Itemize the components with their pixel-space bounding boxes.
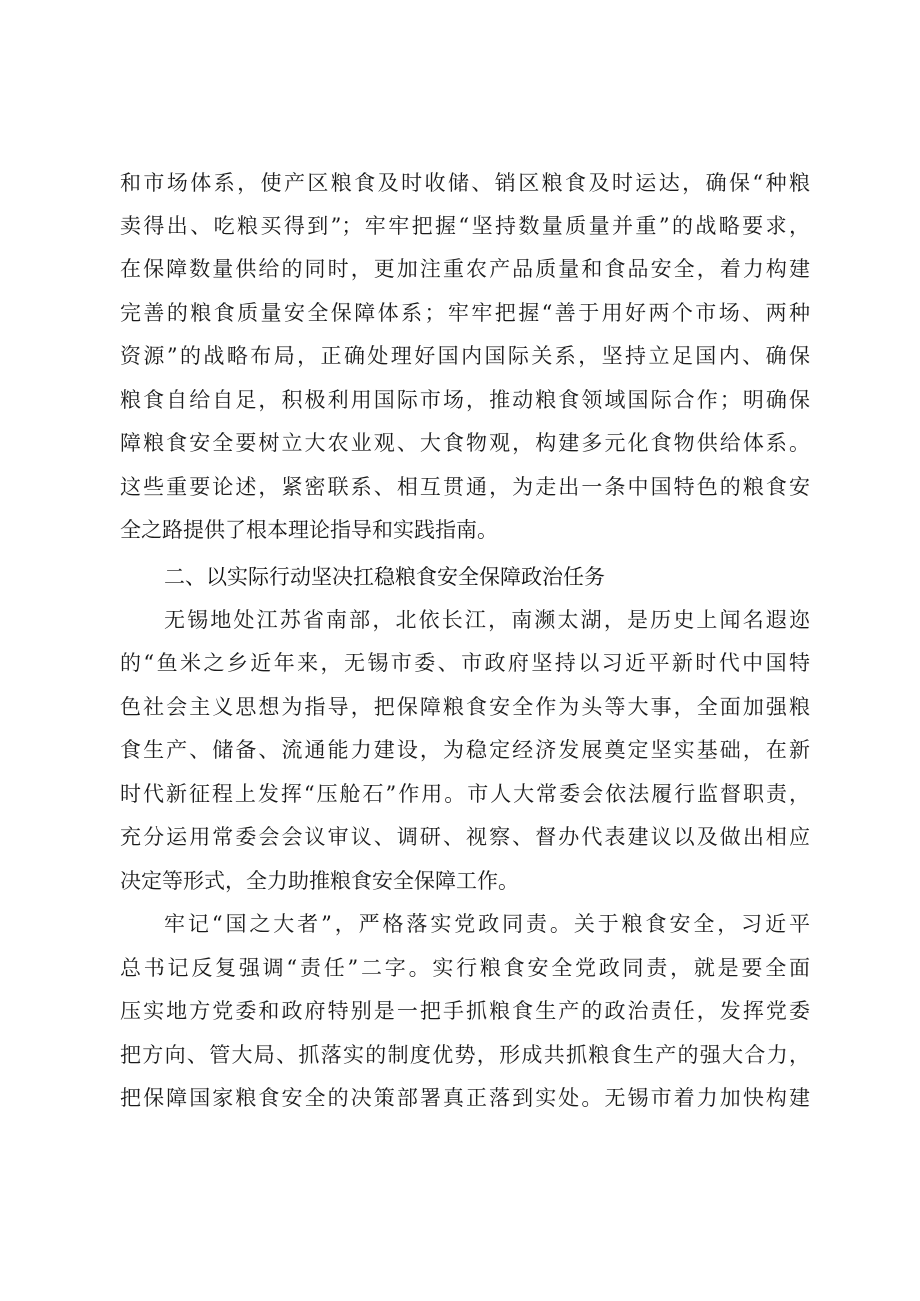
paragraph-1-line-5: 资源”的战略布局，正确处理好国内国际关系，坚持立足国内、确保 xyxy=(120,344,810,368)
paragraph-2-line-7: 决定等形式，全力助推粮食安全保障工作。 xyxy=(120,869,519,893)
paragraph-3-line-1: 牢记“国之大者”，严格落实党政同责。关于粮食安全，习近平 xyxy=(164,912,810,936)
paragraph-3-line-5: 把保障国家粮食安全的决策部署真正落到实处。无锡市着力加快构建 xyxy=(120,1086,810,1110)
paragraph-1-line-3: 在保障数量供给的同时，更加注重农产品质量和食品安全，着力构建 xyxy=(120,257,810,281)
paragraph-1-line-8: 这些重要论述，紧密联系、相互贯通，为走出一条中国特色的粮食安 xyxy=(120,475,810,499)
paragraph-3-line-4: 把方向、管大局、抓落实的制度优势，形成共抓粮食生产的强大合力， xyxy=(120,1043,810,1067)
paragraph-3-line-2: 总书记反复强调“责任”二字。实行粮食安全党政同责，就是要全面 xyxy=(120,956,810,980)
paragraph-1-line-6: 粮食自给自足，积极利用国际市场，推动粮食领域国际合作；明确保 xyxy=(120,388,810,412)
paragraph-2-line-1: 无锡地处江苏省南部，北依长江，南濒太湖，是历史上闻名遐迩 xyxy=(164,608,810,632)
paragraph-1-line-4: 完善的粮食质量安全保障体系；牢牢把握“善于用好两个市场、两种 xyxy=(120,301,810,325)
paragraph-2-line-3: 色社会主义思想为指导，把保障粮食安全作为头等大事，全面加强粮 xyxy=(120,695,810,719)
paragraph-1-line-1: 和市场体系，使产区粮食及时收储、销区粮食及时运达，确保“种粮 xyxy=(120,171,810,195)
paragraph-1-line-7: 障粮食安全要树立大农业观、大食物观，构建多元化食物供给体系。 xyxy=(120,431,810,455)
paragraph-2-line-4: 食生产、储备、流通能力建设，为稳定经济发展奠定坚实基础，在新 xyxy=(120,738,810,762)
paragraph-3-line-3: 压实地方党委和政府特别是一把手抓粮食生产的政治责任，发挥党委 xyxy=(120,999,810,1023)
paragraph-2-line-5: 时代新征程上发挥“压舱石”作用。市人大常委会依法履行监督职责， xyxy=(120,782,810,806)
paragraph-1-line-9: 全之路提供了根本理论指导和实践指南。 xyxy=(120,518,498,542)
paragraph-1-line-2: 卖得出、吃粮买得到”；牢牢把握“坚持数量质量并重”的战略要求， xyxy=(120,214,810,238)
paragraph-2-line-2: 的“鱼米之乡近年来，无锡市委、市政府坚持以习近平新时代中国特 xyxy=(120,651,810,675)
section-heading: 二、以实际行动坚决扛稳粮食安全保障政治任务 xyxy=(164,565,605,589)
paragraph-2-line-6: 充分运用常委会会议审议、调研、视察、督办代表建议以及做出相应 xyxy=(120,825,810,849)
